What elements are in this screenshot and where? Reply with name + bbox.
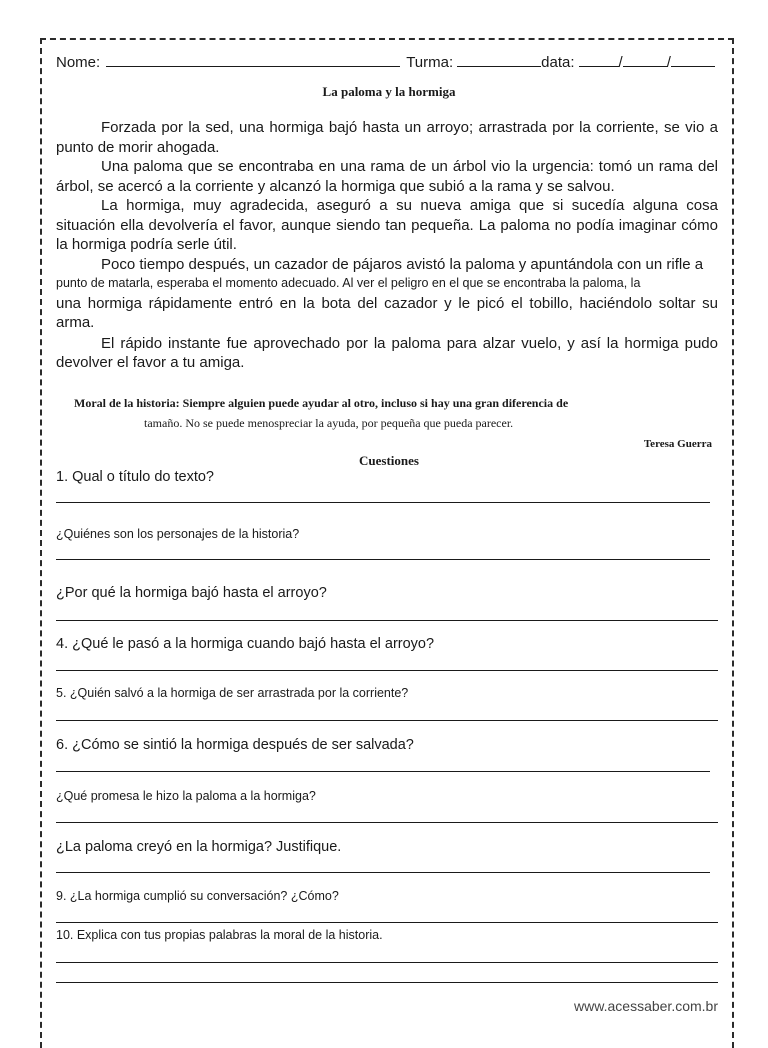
answer-line[interactable] (56, 922, 718, 923)
question-2: ¿Quiénes son los personajes de la historia? (56, 527, 300, 541)
question-4: 4. ¿Qué le pasó a la hormiga cuando bajó hasta el arroyo? (56, 636, 435, 652)
question-3: ¿Por qué la hormiga bajó hasta el arroyo? (56, 585, 327, 601)
answer-line[interactable] (56, 620, 718, 621)
answer-line[interactable] (56, 982, 718, 983)
question-7: ¿Qué promesa le hizo la paloma a la hormiga? (56, 789, 316, 803)
question-6: 6. ¿Cómo se sintió la hormiga después de ser salvada? (56, 737, 414, 753)
question-5: 5. ¿Quién salvó a la hormiga de ser arrastrada por la corriente? (56, 686, 409, 700)
turma-field[interactable] (457, 52, 541, 67)
story-paragraph: El rápido instante fue aprovechado por la paloma para alzar vuelo, y así la hormiga pudo devolver el favor a tu amiga. (56, 334, 718, 371)
turma-label: Turma: (406, 54, 454, 71)
answer-line[interactable] (56, 720, 718, 721)
answer-line[interactable] (56, 771, 710, 772)
answer-line[interactable] (56, 502, 710, 503)
day-field[interactable] (579, 52, 619, 67)
nome-field[interactable] (106, 52, 400, 67)
footer-url: www.acessaber.com.br (574, 998, 718, 1014)
answer-line[interactable] (56, 872, 710, 873)
student-header (56, 52, 715, 71)
story-paragraph: Una paloma que se encontraba en una rama de un árbol vio la urgencia: tomó un rama del árbol, se acercó a la corriente y alcanzó la hormiga que subió a la rama y se salvou. (56, 158, 718, 195)
question-8: ¿La paloma creyó en la hormiga? Justifique. (56, 839, 342, 855)
answer-line[interactable] (56, 822, 718, 823)
question-1: 1. Qual o título do texto? (56, 469, 214, 485)
story-text (56, 118, 718, 373)
author-credit: Teresa Guerra (643, 438, 712, 450)
moral-line-2: tamaño. No se puede menospreciar la ayuda, por pequeña que pueda parecer. (144, 416, 514, 430)
data-label: data: (541, 54, 575, 71)
answer-line[interactable] (56, 670, 718, 671)
question-10: 10. Explica con tus propias palabras la moral de la historia. (56, 928, 383, 942)
questions-heading: Cuestiones (359, 453, 419, 468)
story-paragraph: Forzada por la sed, una hormiga bajó hasta un arroyo; arrastrada por la corriente, se vio a punto de morir ahogada. (56, 119, 718, 156)
story-paragraph-line: una hormiga rápidamente entró en la bota del cazador y le picó el tobillo, haciéndolo soltar su arma. (56, 294, 718, 331)
question-9: 9. ¿La hormiga cumplió su conversación? ¿Cómo? (56, 889, 339, 903)
answer-line[interactable] (56, 559, 710, 560)
date-slash: / (666, 54, 671, 71)
story-paragraph: La hormiga, muy agradecida, aseguró a su nueva amiga que si sucedía alguna cosa situación ella devolvería el favor, aunque siendo tan pequeña. La paloma no podía imaginar cómo la hormiga podría serle útil. (56, 197, 718, 253)
nome-label: Nome: (56, 54, 101, 71)
month-field[interactable] (623, 52, 667, 67)
story-paragraph-line: punto de matarla, esperaba el momento adecuado. Al ver el peligro en el que se encontraba la paloma, la (56, 276, 641, 290)
story-paragraph-line: Poco tiempo después, un cazador de pájaros avistó la paloma y apuntándola con un rifle a (101, 255, 704, 273)
story-title: La paloma y la hormiga (322, 84, 456, 99)
answer-line[interactable] (56, 962, 718, 963)
moral-line-1: Moral de la historia: Siempre alguien puede ayudar al otro, incluso si hay una gran diferencia de (74, 396, 569, 410)
worksheet-page (40, 38, 734, 1048)
year-field[interactable] (671, 52, 715, 67)
date-slash: / (618, 54, 623, 71)
